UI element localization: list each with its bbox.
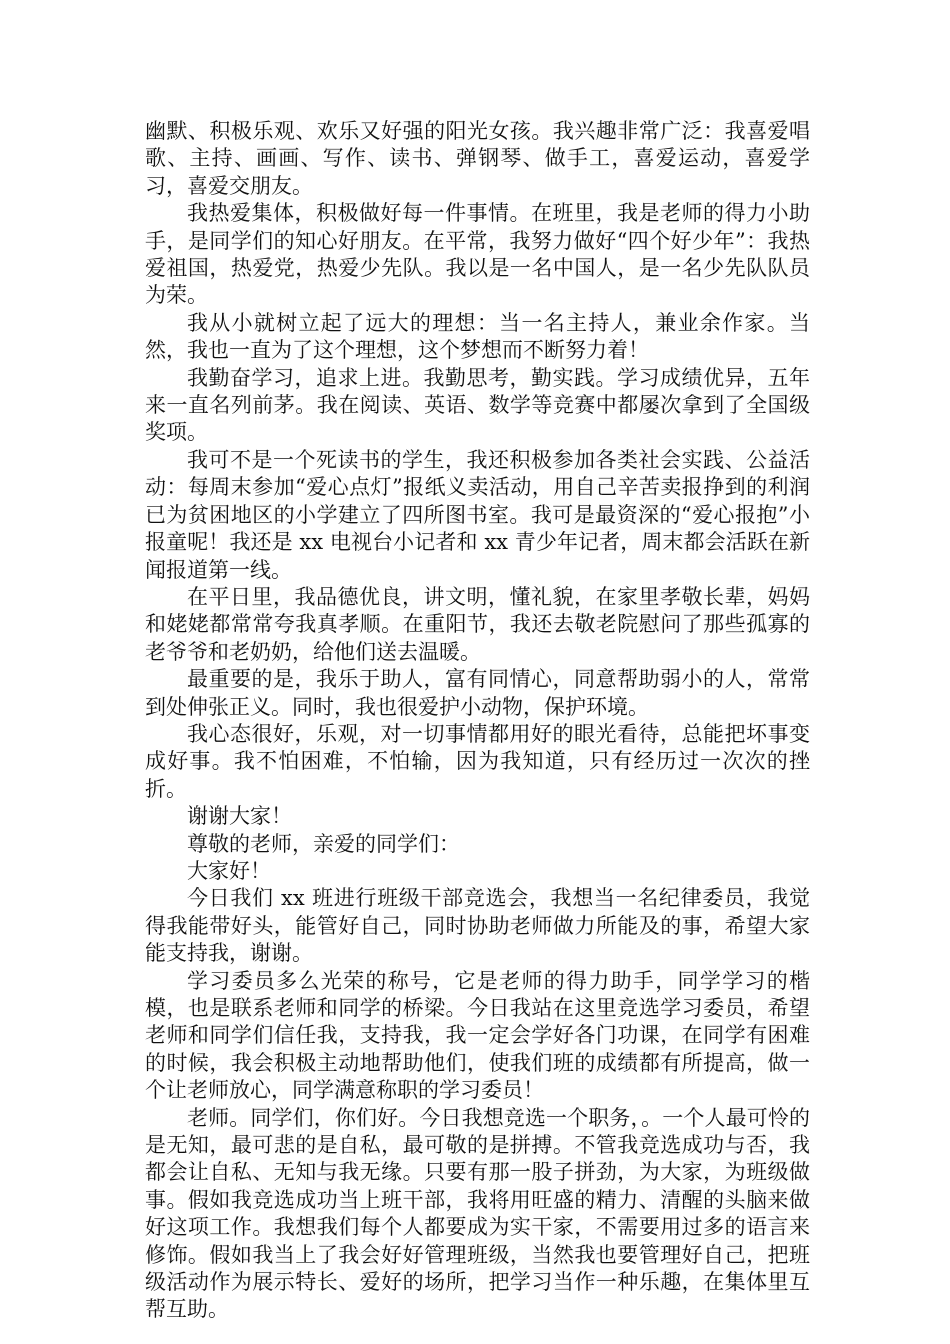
paragraph: 学习委员多么光荣的称号，它是老师的得力助手，同学学习的楷模，也是联系老师和同学的桥梁。今日我站在这里竞选学习委员，希望老师和同学们信任我，支持我，我一定会学好各门功课，在同学有困难的时候，我会积极主动地帮助他们，使我们班的成绩都有所提高，做一个让老师放心，同学满意称职的学习委员！: [145, 968, 810, 1103]
paragraph: 老师。同学们，你们好。今日我想竞选一个职务，。一个人最可怜的是无知，最可悲的是自私，最可敬的是拼搏。不管我竞选成功与否，我都会让自私、无知与我无缘。只要有那一股子拼劲，为大家，为班级做事。假如我竞选成功当上班干部，我将用旺盛的精力、清醒的头脑来做好这项工作。我想我们每个人都要成为实干家，不需要用过多的语言来修饰。假如我当上了我会好好管理班级，当然我也要管理好自己，把班级活动作为展示特长、爱好的场所，把学习当作一种乐趣，在集体里互帮互助。: [145, 1105, 810, 1322]
closing-thanks: 谢谢大家！: [187, 804, 292, 829]
paragraph: 幽默、积极乐观、欢乐又好强的阳光女孩。我兴趣非常广泛：我喜爱唱歌、主持、画画、写作、读书、弹钢琴、做手工，喜爱运动，喜爱学习，喜爱交朋友。: [145, 119, 810, 198]
paragraph: 今日我们 xx 班进行班级干部竞选会，我想当一名纪律委员，我觉得我能带好头，能管好自己，同时协助老师做力所能及的事，希望大家能支持我，谢谢。: [145, 886, 810, 966]
paragraph: 我热爱集体，积极做好每一件事情。在班里，我是老师的得力小助手，是同学们的知心好朋友。在平常，我努力做好“四个好少年”：我热爱祖国，热爱党，热爱少先队。我以是一名中国人，是一名少先队队员为荣。: [145, 201, 810, 308]
salutation: 尊敬的老师，亲爱的同学们：: [187, 831, 460, 856]
paragraph: 最重要的是，我乐于助人，富有同情心，同意帮助弱小的人，常常到处伸张正义。同时，我也很爱护小动物，保护环境。: [145, 667, 810, 719]
paragraph: 我可不是一个死读书的学生，我还积极参加各类社会实践、公益活动：每周末参加“爱心点灯”报纸义卖活动，用自己辛苦卖报挣到的利润已为贫困地区的小学建立了四所图书室。我可是最资深的“爱心报抱”小报童呢！我还是 xx 电视台小记者和 xx 青少年记者，周末都会活跃在新闻报道第一线。: [145, 447, 810, 582]
document-body: [145, 118, 810, 1324]
paragraph: 我勤奋学习，追求上进。我勤思考，勤实践。学习成绩优异，五年来一直名列前茅。我在阅读、英语、数学等竞赛中都屡次拿到了全国级奖项。: [145, 365, 810, 445]
paragraph: 在平日里，我品德优良，讲文明，懂礼貌，在家里孝敬长辈，妈妈和姥姥都常常夸我真孝顺。在重阳节，我还去敬老院慰问了那些孤寡的老爷爷和老奶奶，给他们送去温暖。: [145, 584, 810, 664]
greeting: 大家好！: [187, 858, 271, 883]
paragraph: 我心态很好，乐观，对一切事情都用好的眼光看待，总能把坏事变成好事。我不怕困难，不怕输，因为我知道，只有经历过一次次的挫折。: [145, 721, 810, 801]
paragraph: 我从小就树立起了远大的理想：当一名主持人，兼业余作家。当然，我也一直为了这个理想，这个梦想而不断努力着！: [145, 310, 810, 363]
